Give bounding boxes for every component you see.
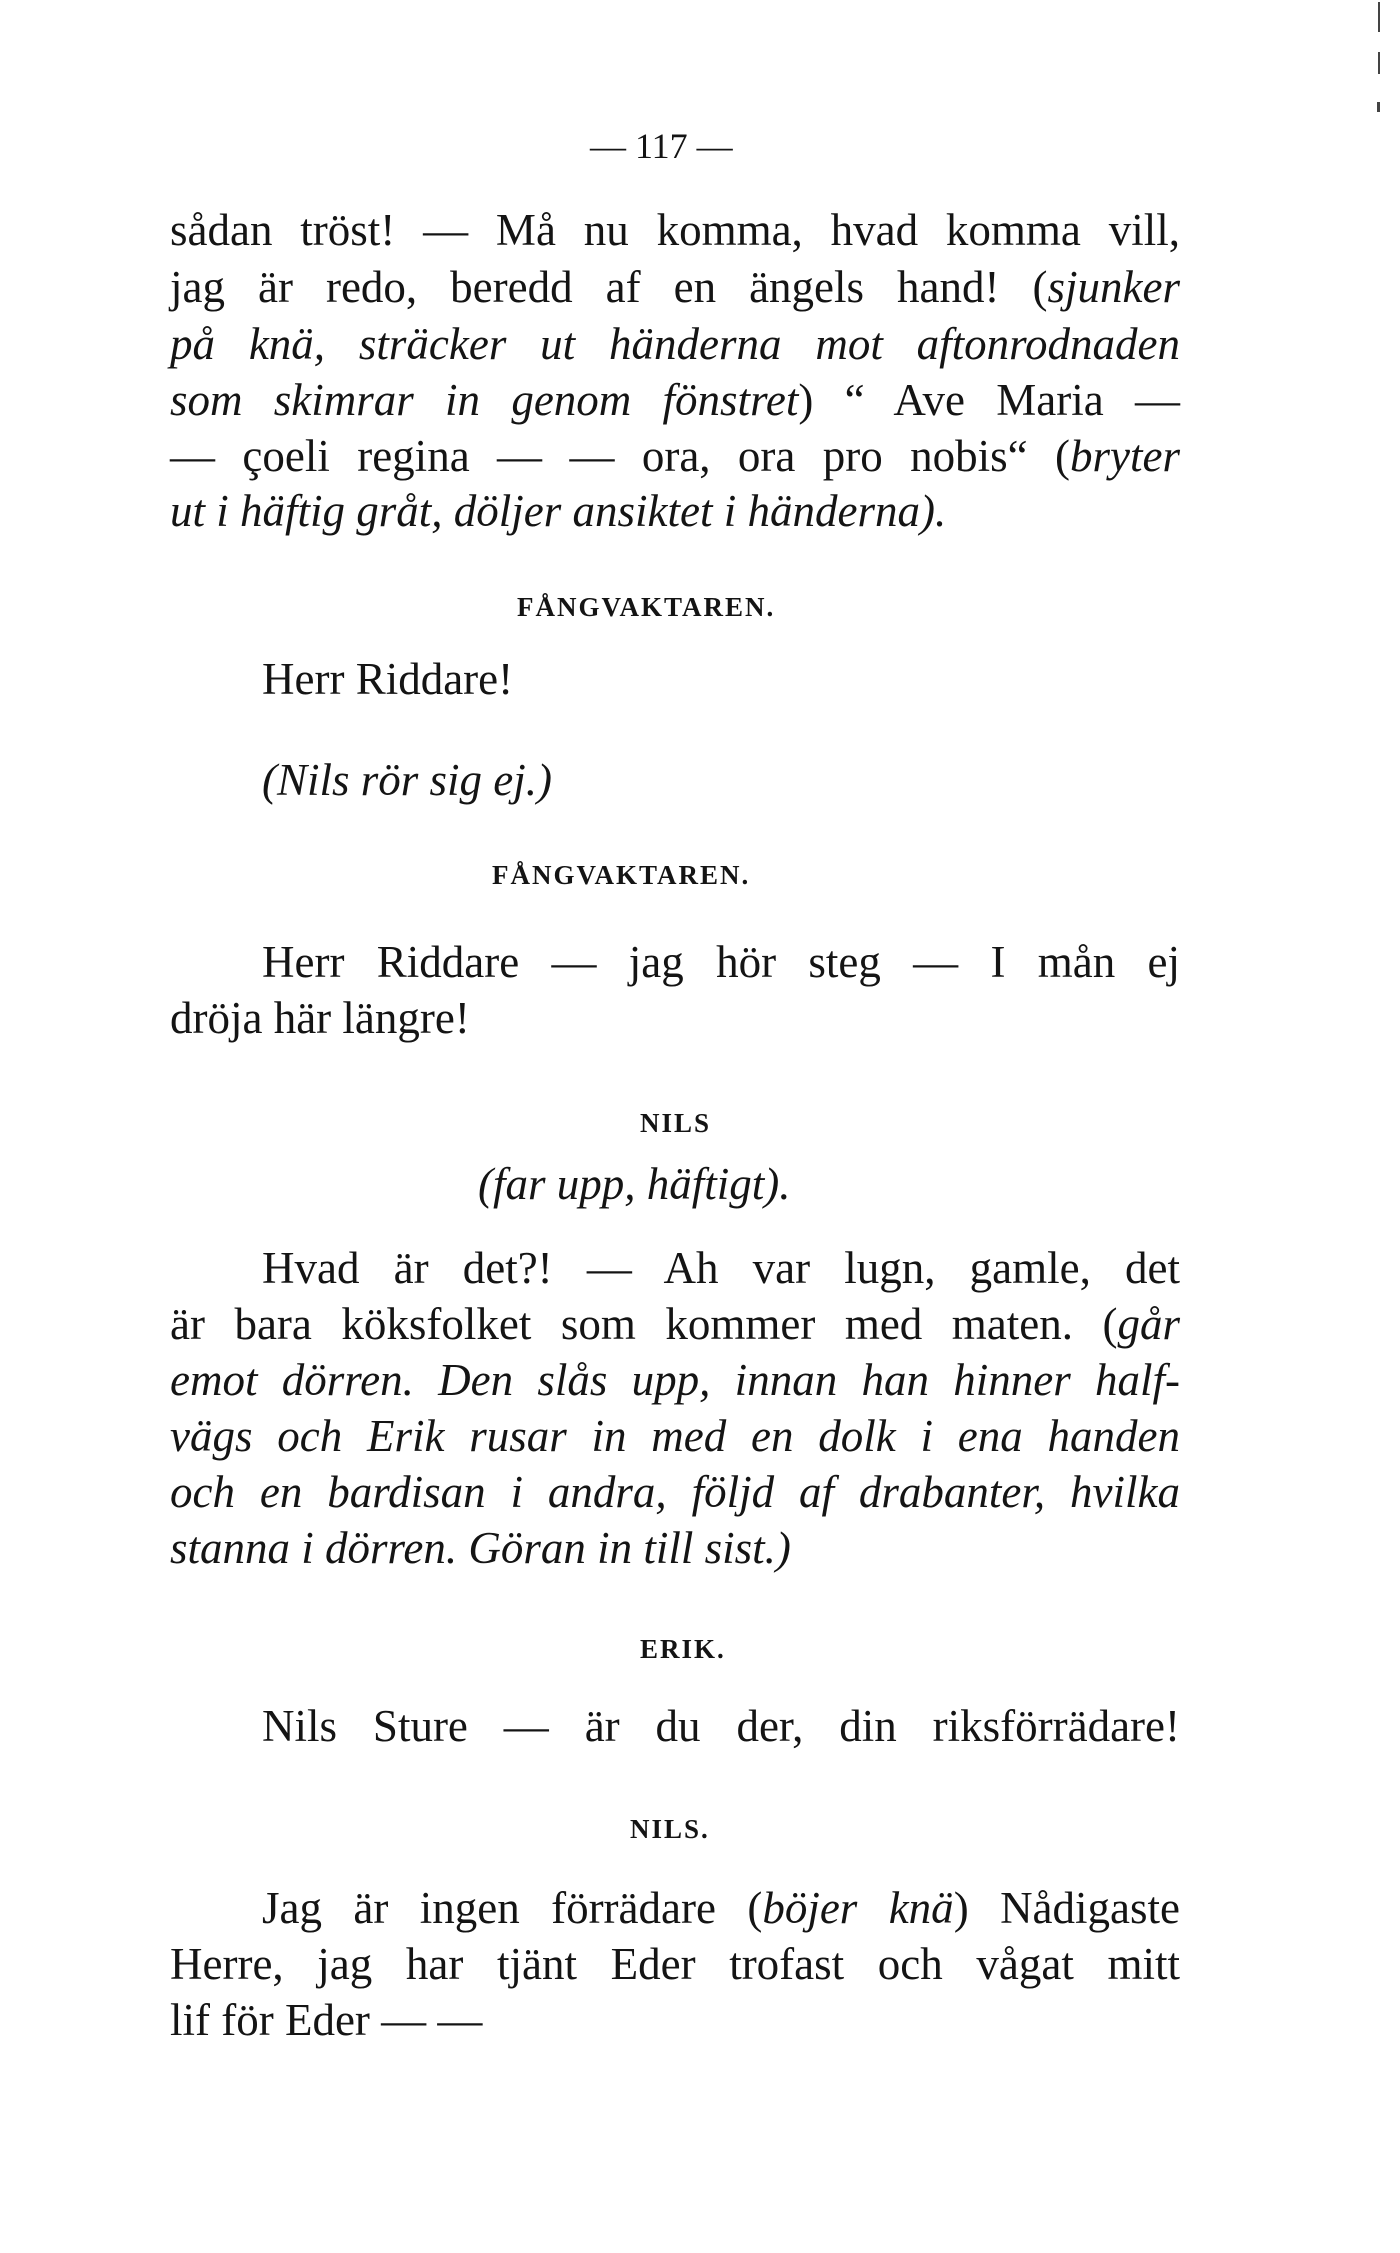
speech-line: lif för Eder — —	[170, 1995, 483, 2045]
text-line: som skimrar in genom fönstret) “ Ave Maria —	[170, 375, 1180, 425]
speech-line: dröja här längre!	[170, 993, 470, 1043]
speech-line: Herr Riddare — jag hör steg — I mån ej	[262, 937, 1180, 987]
stage-direction-line: emot dörren. Den slås upp, innan han hinner half-	[170, 1355, 1180, 1405]
speech-line: är bara köksfolket som kommer med maten. (går	[170, 1299, 1180, 1349]
speaker-name: NILS	[640, 1108, 712, 1138]
speech-line: Herr Riddare!	[262, 654, 514, 704]
scan-edge-mark	[1377, 102, 1380, 112]
speaker-name: ERIK.	[640, 1634, 726, 1664]
scan-edge-mark	[1378, 2, 1380, 32]
speech-line: Nils Sture — är du der, din riksförrädare!	[262, 1701, 1180, 1751]
text-line: sådan tröst! — Må nu komma, hvad komma vill,	[170, 205, 1180, 255]
stage-direction-line: och en bardisan i andra, följd af drabanter, hvilka	[170, 1467, 1180, 1517]
text-line: — çoeli regina — — ora, ora pro nobis“ (bryter	[170, 431, 1180, 481]
text-line: ut i häftig gråt, döljer ansiktet i händerna).	[170, 486, 947, 536]
speaker-name: NILS.	[630, 1814, 710, 1844]
page-number: — 117 —	[590, 126, 733, 166]
stage-direction-line: vägs och Erik rusar in med en dolk i ena handen	[170, 1411, 1180, 1461]
stage-direction-line: stanna i dörren. Göran in till sist.)	[170, 1523, 791, 1573]
speech-line: Hvad är det?! — Ah var lugn, gamle, det	[262, 1243, 1180, 1293]
speech-line: Jag är ingen förrädare (böjer knä) Nådigaste	[262, 1883, 1180, 1933]
stage-direction: (far upp, häftigt).	[478, 1159, 791, 1209]
scan-edge-mark	[1378, 52, 1380, 74]
text-line: på knä, sträcker ut händerna mot aftonrodnaden	[170, 319, 1180, 369]
speaker-name: FÅNGVAKTAREN.	[492, 860, 751, 890]
speech-line: Herre, jag har tjänt Eder trofast och vågat mitt	[170, 1939, 1180, 1989]
speaker-name: FÅNGVAKTAREN.	[517, 592, 776, 622]
stage-direction: (Nils rör sig ej.)	[262, 755, 553, 805]
text-line: jag är redo, beredd af en ängels hand! (sjunker	[170, 262, 1180, 312]
